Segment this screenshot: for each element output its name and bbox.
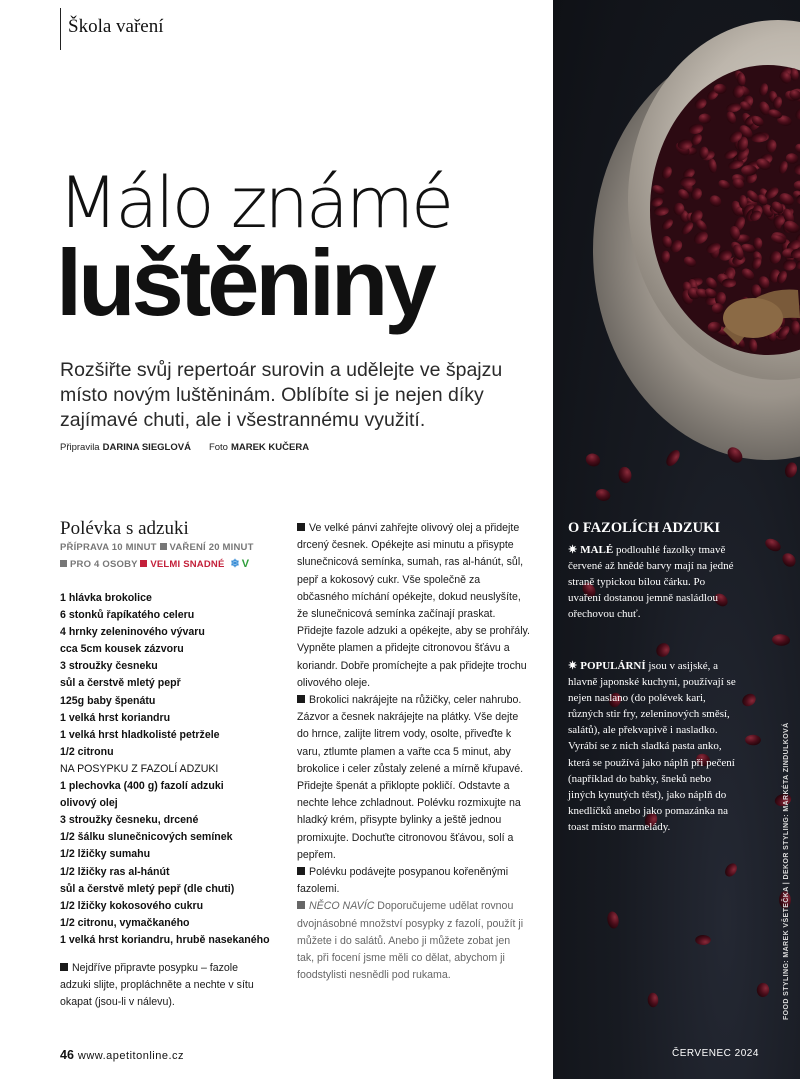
bean-shape: [594, 487, 611, 502]
bean-shape: [708, 322, 722, 333]
ingredient-item: 1 velká hrst koriandru: [60, 711, 171, 724]
spoon-bowl-shape: [723, 298, 783, 338]
bean-shape: [780, 551, 799, 570]
photo-label: Foto: [208, 442, 228, 453]
credits-line: [60, 442, 327, 453]
ingredient-item: 6 stonků řapíkatého celeru: [60, 609, 195, 622]
square-bullet-icon: [140, 560, 147, 567]
ingredient-item: 1/2 lžičky ras al-hánút: [60, 865, 170, 878]
page-number: 46: [60, 1048, 74, 1062]
page-folio: [60, 1048, 184, 1062]
method-step: Nejdříve připravte posypku – fazole adzuki slijte, propláchněte a nechte v sítu okapat (jsou-li v nálevu).: [60, 962, 254, 1008]
ingredient-item: 1 hlávka brokolice: [60, 592, 152, 604]
ingredient-item: 1/2 lžičky kokosového cukru: [60, 899, 204, 912]
ingredient-item: 1 velká hrst koriandru, hrubě nasekaného: [60, 933, 270, 946]
bean-shape: [584, 452, 602, 469]
page-title-light: Málo známé: [58, 162, 452, 244]
ingredient-item: sůl a čerstvě mletý pepř: [60, 677, 181, 690]
prepared-name: DARINA SIEGLOVÁ: [102, 442, 191, 453]
bean-shape: [723, 861, 740, 879]
ingredient-item: sůl a čerstvě mletý pepř (dle chuti): [60, 882, 235, 895]
ingredient-item: 1/2 citronu, vymačkaného: [60, 916, 190, 929]
tip-label: NĚCO NAVÍC: [309, 900, 375, 913]
method-column-left: [60, 960, 260, 1011]
ingredient-item: 3 stroužky česneku: [60, 660, 158, 673]
servings: PRO 4 OSOBY: [70, 559, 138, 570]
tip-paragraph: [297, 898, 530, 984]
sidebar-paragraph: ✷ POPULÁRNÍ jsou v asijské, a hlavně japonské kuchyni, používají se nejen naslano (do polévek kari, různých stir fry, zeleninových směsí, salátů), ale překvapivě i nasladko. Vyrábí se z nich sladká pasta anko, která se používá jako náplň při pečení (například do babky, šneků nebo jiných kynutých těst), jako náplň do knedlíčků anebo jako pomazánka na toast místo marmelády.: [568, 660, 736, 833]
difficulty: VELMI SNADNÉ: [150, 559, 225, 570]
method-step: Ve velké pánvi zahřejte olivový olej a přidejte drcený česnek. Opékejte asi minutu a přisypte slunečnicová semínka, sumah, ras al-hánút, sůl, pepř a kokosový cukr. Vše společně za občasného míchání opékejte, dokud neuslyšíte, že slunečnicová semínka začínají praskat. Přidejte fazole adzuki a opékejte, aby se prohřály. Vypněte plamen a přidejte citronovou šťávu a koriandr. Dobře promíchejte a pak přidejte trochu olivového oleje.: [297, 522, 530, 689]
section-divider: [60, 8, 61, 50]
square-bullet-icon: [297, 901, 305, 909]
ingredient-list: [60, 590, 290, 949]
method-step: Polévku podávejte posypanou kořeněnými fazolemi.: [297, 866, 509, 896]
prep-time: PŘÍPRAVA 10 MINUT: [60, 542, 157, 553]
ingredient-item: cca 5cm kousek zázvoru: [60, 643, 184, 656]
ingredient-item: 3 stroužky česneku, drcené: [60, 814, 199, 827]
square-bullet-icon: [60, 963, 68, 971]
bean-shape: [617, 466, 632, 484]
bean-shape: [606, 911, 620, 930]
star-icon: ✷: [568, 544, 578, 556]
lead-paragraph: Rozšiřte svůj repertoár surovin a udělejte ve špajzu místo novým luštěninám. Oblíbíte si je nejen díky zajímavé chuti, ale i všestrannému využití.: [60, 359, 503, 431]
snowflake-icon: ❄: [230, 558, 240, 570]
square-bullet-icon: [297, 867, 305, 875]
ingredient-item: olivový olej: [60, 797, 118, 810]
sidebar-paragraph: ✷ MALÉ podlouhlé fazolky tmavě červené až hnědé barvy mají na jedné straně typickou bílou čárku. Po uvaření dostanou jemně nasládlou ořechovou chuť.: [568, 544, 734, 621]
bean-shape: [647, 993, 658, 1008]
bean-shape: [783, 461, 799, 479]
square-bullet-icon: [60, 560, 67, 567]
recipe-times: [60, 542, 254, 553]
ingredient-item: 125g baby špenátu: [60, 694, 156, 707]
ingredient-item: 1/2 citronu: [60, 745, 114, 758]
ingredient-item: 1 velká hrst hladkolisté petržele: [60, 728, 220, 741]
prepared-label: Připravila: [60, 442, 100, 453]
ingredient-item: 4 hrnky zeleninového vývaru: [60, 626, 205, 639]
photo-name: MAREK KUČERA: [230, 442, 310, 453]
page-title-bold: luštěniny: [56, 230, 433, 335]
square-bullet-icon: [160, 543, 167, 550]
square-bullet-icon: [297, 523, 305, 531]
sidebar-keyword: MALÉ: [580, 544, 614, 556]
bean-shape: [772, 634, 791, 647]
ingredient-item: 1/2 šálku slunečnicových semínek: [60, 831, 233, 844]
recipe-title: Polévka s adzuki: [60, 518, 189, 539]
issue-date: ČERVENEC 2024: [672, 1048, 759, 1059]
ingredient-subheading: NA POSYPKU Z FAZOLÍ ADZUKI: [60, 762, 219, 775]
photo-illustration: [553, 0, 800, 1079]
styling-credit: FOOD STYLING: MAREK VŠETEČKA | DEKOR STYLING: MARKÉTA ZINDULKOVÁ: [783, 722, 790, 1020]
website-url: www.apetitonline.cz: [77, 1050, 185, 1062]
bean-shape: [745, 735, 761, 746]
bean-shape: [695, 935, 711, 945]
recipe-meta: [60, 557, 249, 570]
adzuki-beans-photo: [553, 0, 800, 1079]
sidebar-keyword: POPULÁRNÍ: [580, 660, 646, 672]
sidebar-heading: O FAZOLÍCH ADZUKI: [568, 520, 721, 536]
bean-shape: [763, 536, 783, 554]
tip-text: Doporučujeme udělat rovnou dvojnásobné množství posypky z fazolí, použít ji můžete i do salátů. Anebo ji můžete zobat jen tak, při focení jsme měli co dělat, abychom ji foodstylisti nesnědli pod rukama.: [297, 900, 524, 982]
square-bullet-icon: [297, 695, 305, 703]
ingredient-item: 1/2 lžičky sumahu: [60, 848, 151, 861]
method-step: Brokolici nakrájejte na růžičky, celer nahrubo. Zázvor a česnek nakrájejte na plátky. Vše dejte do hrnce, zalijte litrem vody, osolte, přiveďte k varu, ztlumte plamen a vařte cca 5 minut, aby brokolice i celer zůstaly zelené a mírně křupavé. Přidejte špenát a přiklopte pokličí. Odstavte a nechte lehce zchladnout. Polévku rozmixujte na hladký krém, přisypte bylinky a ještě jednou promixujte. Dochuťte citronovou šťávou, solí a pepřem.: [297, 694, 524, 861]
vegan-icon: V: [241, 558, 250, 570]
bean-shape: [756, 982, 770, 997]
bean-shape: [664, 448, 683, 469]
method-column-middle: [297, 520, 530, 984]
bean-shape: [740, 691, 758, 709]
bean-shape: [654, 640, 673, 659]
cook-time: VAŘENÍ 20 MINUT: [169, 542, 254, 553]
star-icon: ✷: [568, 660, 578, 672]
ingredient-item: 1 plechovka (400 g) fazolí adzuki: [60, 780, 224, 793]
bean-shape: [741, 165, 757, 176]
section-label: Škola vaření: [68, 16, 164, 37]
